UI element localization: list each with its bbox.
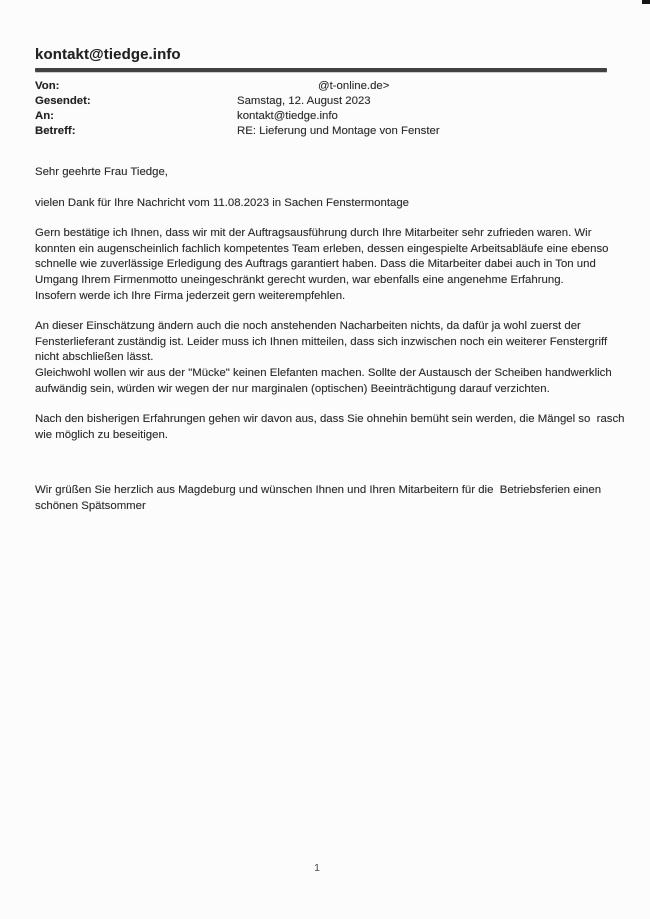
- salutation-paragraph: [35, 165, 630, 181]
- intro-paragraph: [35, 196, 630, 212]
- field-label-gesendet: Gesendet:: [35, 95, 91, 107]
- paragraph-erwartung: [35, 412, 630, 443]
- email-body: [35, 165, 630, 515]
- body-line: Nach den bisherigen Erfahrungen gehen wir davon aus, dass Sie ohnehin bemüht sein werden, die Mängel so rasch: [35, 413, 625, 426]
- field-row-an: [35, 109, 440, 124]
- body-line: aufwändig sein, würden wir wegen der nur marginalen (optischen) Beeinträchtigung darauf verzichten.: [35, 382, 550, 395]
- field-row-gesendet: [35, 94, 440, 109]
- field-value-an: kontakt@tiedge.info: [237, 110, 338, 122]
- body-line: schnelle wie zuverlässige Erledigung des Auftrags garantiert haben. Dass die Mitarbeiter dabei auch in Ton und: [35, 258, 596, 271]
- body-line: Gern bestätige ich Ihnen, dass wir mit der Auftragsausführung durch Ihre Mitarbeiter sehr zufrieden waren. Wir: [35, 227, 592, 240]
- page-number: 1: [314, 862, 320, 874]
- closing-paragraph: [35, 483, 630, 514]
- body-line: schönen Spätsommer: [35, 499, 146, 512]
- body-line: Fensterlieferant zuständig ist. Leider muss ich Ihnen mitteilen, dass sich inzwischen noch ein weiterer Fenstergriff: [35, 335, 608, 348]
- field-label-an: An:: [35, 110, 54, 122]
- field-value-betreff: RE: Lieferung und Montage von Fenster: [237, 125, 440, 137]
- account-address-title: kontakt@tiedge.info: [35, 46, 181, 63]
- body-line: Wir grüßen Sie herzlich aus Magdeburg und wünschen Ihnen und Ihren Mitarbeitern für die Betriebsferien einen: [35, 484, 602, 497]
- body-line: nicht abschließen lässt.: [35, 351, 154, 364]
- paragraph-nacharbeiten: [35, 319, 630, 397]
- field-value-gesendet: Samstag, 12. August 2023: [237, 95, 371, 107]
- body-line: Umgang Ihrem Firmenmotto uneingeschränkt gerecht wurden, war ebenfalls eine angenehme Erfahrung.: [35, 273, 564, 286]
- body-line: Sehr geehrte Frau Tiedge,: [35, 166, 168, 178]
- field-label-betreff: Betreff:: [35, 125, 76, 137]
- field-value-von: @t-online.de>: [318, 80, 390, 92]
- email-header: [35, 47, 607, 72]
- body-line: Gleichwohl wollen wir aus der "Mücke" keinen Elefanten machen. Sollte der Austausch der Scheiben handwerklich: [35, 366, 612, 379]
- email-meta-fields: [35, 79, 440, 139]
- field-row-betreff: [35, 124, 440, 139]
- scan-artifact-mark: [642, 0, 650, 4]
- field-row-von: [35, 79, 440, 94]
- body-line: wie möglich zu beseitigen.: [35, 428, 168, 441]
- body-line: vielen Dank für Ihre Nachricht vom 11.08.2023 in Sachen Fenstermontage: [35, 196, 409, 209]
- body-line: Insofern werde ich Ihre Firma jederzeit gern weiterempfehlen.: [35, 289, 346, 302]
- body-line: konnten ein augenscheinlich fachlich kompetentes Team erleben, dessen eingespielte Arbeitsabläufe eine ebenso: [35, 242, 609, 255]
- header-divider: [35, 68, 607, 72]
- paragraph-feedback: [35, 226, 630, 304]
- field-label-von: Von:: [35, 80, 60, 92]
- body-line: An dieser Einschätzung ändern auch die noch anstehenden Nacharbeiten nichts, da dafür ja wohl zuerst der: [35, 320, 581, 333]
